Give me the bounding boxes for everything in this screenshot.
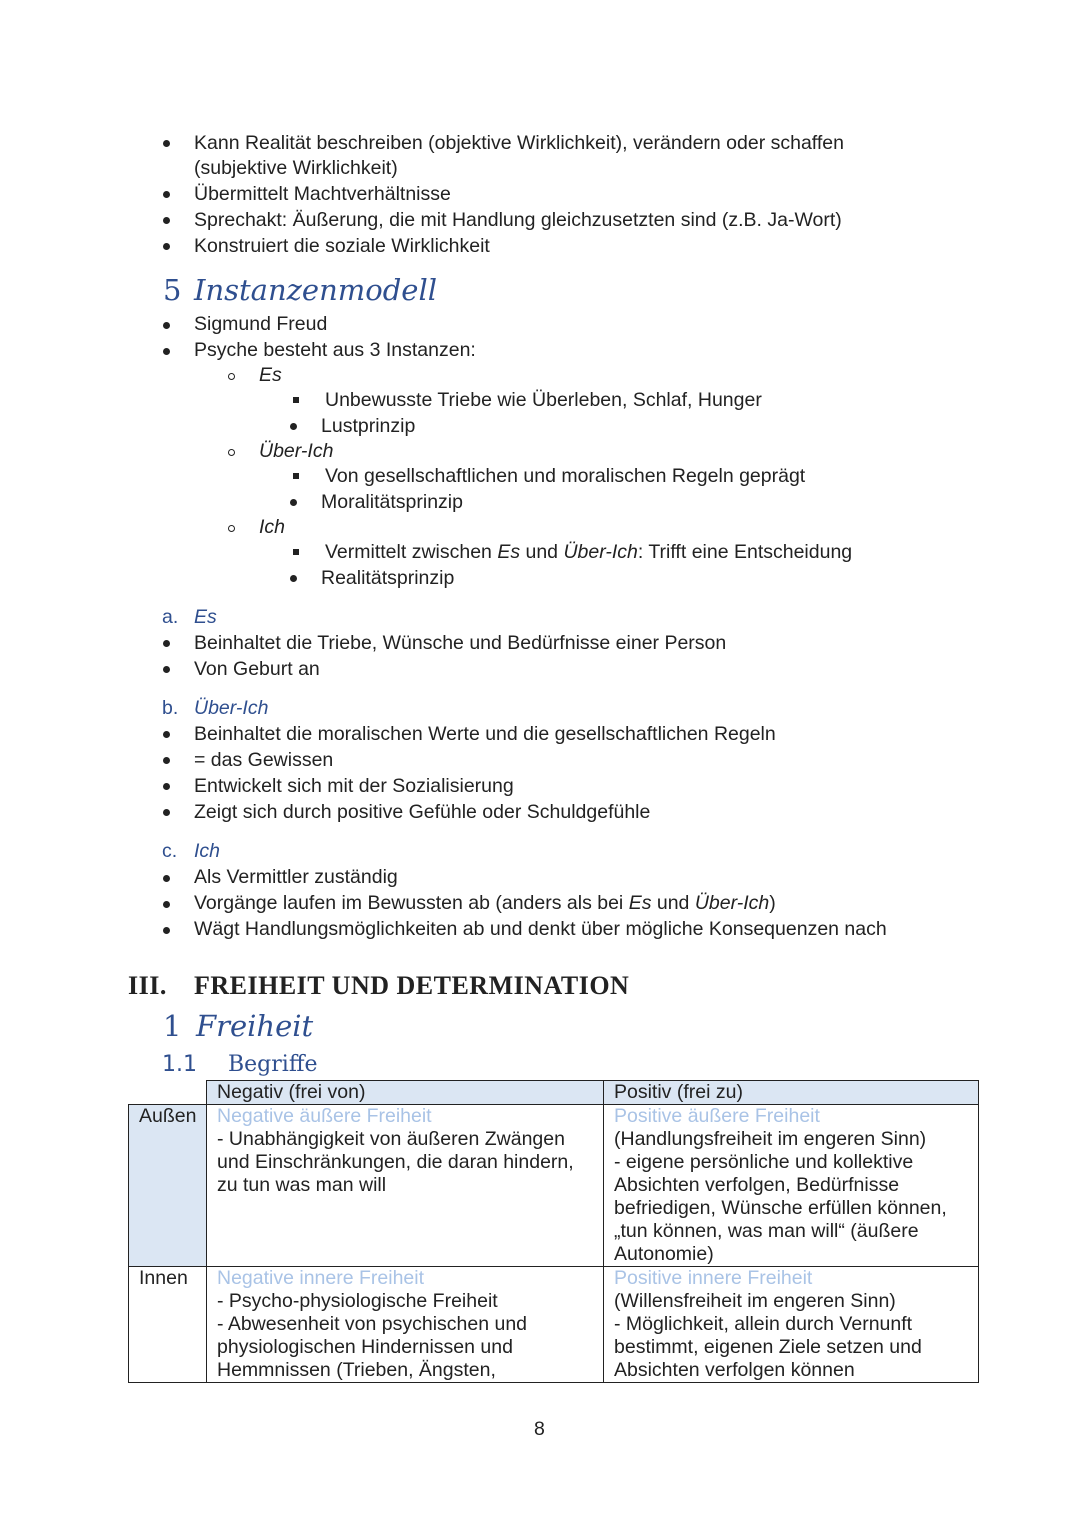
bullet-icon [163,640,170,647]
subsection-title: Begriffe [228,1052,318,1077]
cell-inner-positive [604,1267,979,1383]
subsection-letter: b. [162,697,179,719]
instance-name: Ich [259,516,286,538]
bullet-icon [163,783,170,790]
subsection-title: Ich [194,840,221,862]
square-bullet-icon [293,473,299,479]
cell-line: - Abwesenheit von psychischen und [217,1313,528,1335]
cell-line: zu tun was man will [217,1174,387,1196]
cell-line: Absichten verfolgen können [614,1359,855,1381]
column-header-positive: Positiv (frei zu) [604,1081,979,1105]
bullet-text: Zeigt sich durch positive Gefühle oder Schuldgefühle [194,801,651,823]
part-roman-number: III. [128,971,167,1000]
cell-outer-negative [207,1105,604,1267]
instance-name: Über-Ich [259,440,334,462]
instance-point: Von gesellschaftlichen und moralischen Regeln geprägt [325,465,806,487]
table-corner-cell [129,1081,207,1105]
square-bullet-icon [293,397,299,403]
cell-outer-positive [604,1105,979,1267]
cell-line: (Willensfreiheit im engeren Sinn) [614,1290,896,1312]
subsection-title: Über-Ich [194,697,269,719]
section-title: Freiheit [196,1009,314,1043]
instance-name: Es [259,364,282,386]
page-number: 8 [534,1418,545,1440]
bullet-text: Wägt Handlungsmöglichkeiten ab und denkt über mögliche Konsequenzen nach [194,918,887,940]
cell-line: (Handlungsfreiheit im engeren Sinn) [614,1128,927,1150]
cell-inner-negative [207,1267,604,1383]
cell-line: - eigene persönliche und kollektive [614,1151,914,1173]
bullet-text: Sigmund Freud [194,313,328,335]
subsection-title: Es [194,606,217,628]
cell-heading: Positive äußere Freiheit [614,1105,820,1127]
subsection-letter: c. [162,840,178,862]
cell-line: - Psycho-physiologische Freiheit [217,1290,498,1312]
bullet-icon [163,809,170,816]
bullet-icon [163,348,170,355]
bullet-text: Konstruiert die soziale Wirklichkeit [194,235,490,257]
bullet-icon [290,423,297,430]
bullet-icon [163,217,170,224]
bullet-text: Vorgänge laufen im Bewussten ab (anders als bei Es und Über-Ich) [194,892,776,914]
bullet-text: (subjektive Wirklichkeit) [194,157,398,179]
instance-point: Moralitätsprinzip [321,491,463,513]
square-bullet-icon [293,549,299,555]
bullet-icon [163,901,170,908]
cell-line: bestimmt, eigenen Ziele setzen und [614,1336,922,1358]
instance-point: Lustprinzip [321,415,416,437]
bullet-icon [290,499,297,506]
section-title: Instanzenmodell [194,273,437,307]
bullet-icon [163,875,170,882]
bullet-text: Sprechakt: Äußerung, die mit Handlung gleichzusetzten sind (z.B. Ja-Wort) [194,209,842,231]
circle-bullet-icon [228,449,235,456]
bullet-icon [163,927,170,934]
cell-line: Absichten verfolgen, Bedürfnisse [614,1174,900,1196]
instance-point: Unbewusste Triebe wie Überleben, Schlaf, Hunger [325,389,762,411]
table-row [129,1267,979,1383]
instance-point: Vermittelt zwischen Es und Über-Ich: Trifft eine Entscheidung [325,541,853,563]
section-number: 5 [163,273,182,307]
cell-line: befriedigen, Wünsche erfüllen können, [614,1197,947,1219]
bullet-icon [163,191,170,198]
section-number: 1 [163,1009,182,1043]
bullet-text: Als Vermittler zuständig [194,866,398,888]
cell-line: „tun können, was man will“ (äußere [614,1220,919,1242]
bullet-text: Beinhaltet die Triebe, Wünsche und Bedürfnisse einer Person [194,632,727,654]
part-title: FREIHEIT UND DETERMINATION [194,971,630,1000]
bullet-icon [163,666,170,673]
table-header-row [129,1081,979,1105]
cell-line: Hemmnissen (Trieben, Ängsten, [217,1359,496,1381]
cell-line: - Möglichkeit, allein durch Vernunft [614,1313,913,1335]
bullet-text: = das Gewissen [194,749,334,771]
bullet-icon [290,575,297,582]
cell-line: - Unabhängigkeit von äußeren Zwängen [217,1128,565,1150]
row-header-outer: Außen [129,1105,207,1267]
subsection-letter: a. [162,606,179,628]
bullet-icon [163,757,170,764]
bullet-text: Beinhaltet die moralischen Werte und die gesellschaftlichen Regeln [194,723,776,745]
bullet-text: Psyche besteht aus 3 Instanzen: [194,339,476,361]
table-row [129,1105,979,1267]
cell-line: Autonomie) [614,1243,714,1265]
bullet-icon [163,243,170,250]
bullet-icon [163,322,170,329]
bullet-text: Von Geburt an [194,658,320,680]
circle-bullet-icon [228,373,235,380]
cell-line: und Einschränkungen, die daran hindern, [217,1151,574,1173]
bullet-text: Entwickelt sich mit der Sozialisierung [194,775,514,797]
column-header-negative: Negativ (frei von) [207,1081,604,1105]
cell-line: physiologischen Hindernissen und [217,1336,513,1358]
bullet-icon [163,731,170,738]
subsection-number: 1.1 [162,1052,197,1077]
bullet-text: Kann Realität beschreiben (objektive Wirklichkeit), verändern oder schaffen [194,132,844,154]
freedom-table [128,1080,979,1383]
cell-heading: Negative innere Freiheit [217,1267,425,1289]
bullet-icon [163,140,170,147]
instance-point: Realitätsprinzip [321,567,455,589]
row-header-inner: Innen [129,1267,207,1383]
circle-bullet-icon [228,525,235,532]
bullet-text: Übermittelt Machtverhältnisse [194,183,451,205]
cell-heading: Positive innere Freiheit [614,1267,813,1289]
cell-heading: Negative äußere Freiheit [217,1105,432,1127]
